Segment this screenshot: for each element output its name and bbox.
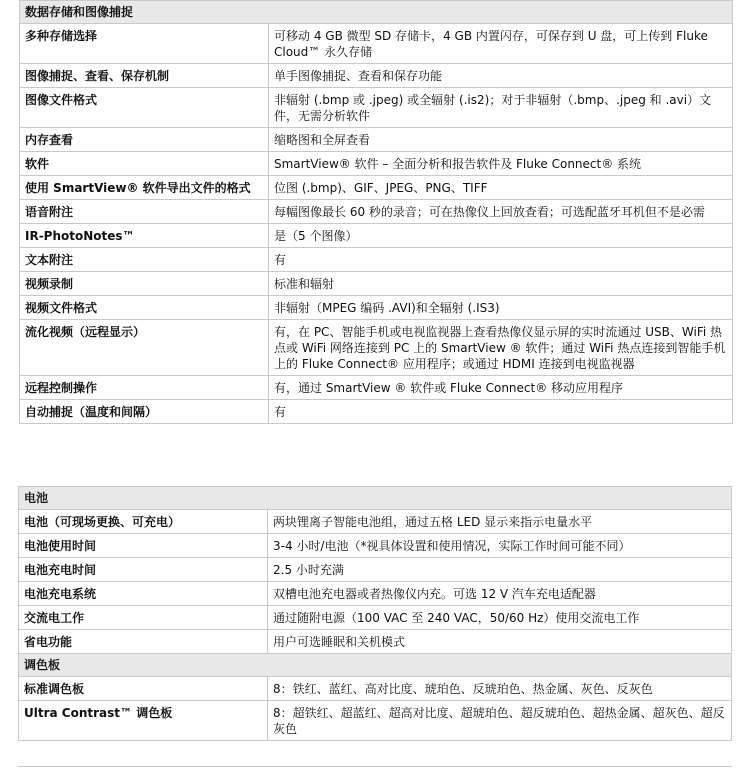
spec-label: 图像文件格式 <box>20 88 269 128</box>
table-row <box>19 558 732 582</box>
section-header-row <box>19 654 732 677</box>
table-row <box>20 272 733 296</box>
spec-value: 有 <box>269 400 733 424</box>
spec-label: Ultra Contrast™ 调色板 <box>19 701 268 741</box>
table-row <box>20 320 733 376</box>
spec-label: 视频文件格式 <box>20 296 269 320</box>
spec-label: 图像捕捉、查看、保存机制 <box>20 64 269 88</box>
spec-label: 电池充电时间 <box>19 558 268 582</box>
spec-label: 多种存储选择 <box>20 24 269 64</box>
spec-value: 有，在 PC、智能手机或电视监视器上查看热像仪显示屏的实时流通过 USB、WiFi 热点或 WiFi 网络连接到 PC 上的 SmartView ® 软件；通过 WiFi 热点连接到智能手机上的 Fluke Connect® 应用程序；或通过 HDMI 连接到电视监视器 <box>269 320 733 376</box>
spec-value: 2.5 小时充满 <box>268 558 732 582</box>
spec-value: 缩略图和全屏查看 <box>269 128 733 152</box>
table-row <box>20 296 733 320</box>
spec-value: 两块锂离子智能电池组，通过五格 LED 显示来指示电量水平 <box>268 510 732 534</box>
table-row <box>20 64 733 88</box>
table-row <box>20 224 733 248</box>
spec-label: 标准调色板 <box>19 677 268 701</box>
spec-value: 是（5 个图像） <box>269 224 733 248</box>
spec-value: 有，通过 SmartView ® 软件或 Fluke Connect® 移动应用程序 <box>269 376 733 400</box>
spec-label: 软件 <box>20 152 269 176</box>
table-row <box>20 152 733 176</box>
spec-label: 使用 SmartView® 软件导出文件的格式 <box>20 176 269 200</box>
section-header-row <box>19 487 732 510</box>
spec-label: 流化视频（远程显示） <box>20 320 269 376</box>
spec-label: 省电功能 <box>19 630 268 654</box>
spec-value: 8：铁红、蓝红、高对比度、琥珀色、反琥珀色、热金属、灰色、反灰色 <box>268 677 732 701</box>
spec-label: 语音附注 <box>20 200 269 224</box>
table-row <box>20 176 733 200</box>
spec-label: 视频录制 <box>20 272 269 296</box>
spec-label: IR-PhotoNotes™ <box>20 224 269 248</box>
table-row <box>19 534 732 558</box>
spec-value: 3-4 小时/电池（*视具体设置和使用情况，实际工作时间可能不同） <box>268 534 732 558</box>
spec-value: 标准和辐射 <box>269 272 733 296</box>
table-row <box>19 701 732 741</box>
spec-value: 位图 (.bmp)、GIF、JPEG、PNG、TIFF <box>269 176 733 200</box>
spec-value: 有 <box>269 248 733 272</box>
spec-label: 电池充电系统 <box>19 582 268 606</box>
data-storage-table <box>19 0 733 424</box>
spec-value: 通过随附电源（100 VAC 至 240 VAC，50/60 Hz）使用交流电工作 <box>268 606 732 630</box>
battery-palette-table <box>18 486 732 741</box>
spec-value: 可移动 4 GB 微型 SD 存储卡，4 GB 内置闪存，可保存到 U 盘，可上传到 Fluke Cloud™ 永久存储 <box>269 24 733 64</box>
table-row <box>19 606 732 630</box>
section-title: 调色板 <box>19 654 732 677</box>
spec-label: 交流电工作 <box>19 606 268 630</box>
section-title: 电池 <box>19 487 732 510</box>
spec-value: 每幅图像最长 60 秒的录音；可在热像仪上回放查看；可选配蓝牙耳机但不是必需 <box>269 200 733 224</box>
table-row <box>19 677 732 701</box>
table-row <box>20 128 733 152</box>
table-row <box>20 200 733 224</box>
divider <box>18 766 732 767</box>
spec-label: 远程控制操作 <box>20 376 269 400</box>
spec-value: 用户可选睡眠和关机模式 <box>268 630 732 654</box>
spec-value: SmartView® 软件 – 全面分析和报告软件及 Fluke Connect® 系统 <box>269 152 733 176</box>
spec-label: 内存查看 <box>20 128 269 152</box>
table-row <box>20 248 733 272</box>
spec-value: 单手图像捕捉、查看和保存功能 <box>269 64 733 88</box>
table-row <box>20 400 733 424</box>
section-header-row <box>20 1 733 24</box>
table-row <box>20 24 733 64</box>
spec-label: 自动捕捉（温度和间隔） <box>20 400 269 424</box>
spec-value: 8：超铁红、超蓝红、超高对比度、超琥珀色、超反琥珀色、超热金属、超灰色、超反灰色 <box>268 701 732 741</box>
table-row <box>19 630 732 654</box>
table-row <box>19 510 732 534</box>
spec-value: 双槽电池充电器或者热像仪内充。可选 12 V 汽车充电适配器 <box>268 582 732 606</box>
table-row <box>19 582 732 606</box>
spec-value: 非辐射 (.bmp 或 .jpeg) 或全辐射 (.is2)；对于非辐射（.bmp、.jpeg 和 .avi）文件，无需分析软件 <box>269 88 733 128</box>
section-title: 数据存储和图像捕捉 <box>20 1 733 24</box>
spec-label: 电池（可现场更换、可充电） <box>19 510 268 534</box>
spec-value: 非辐射（MPEG 编码 .AVI)和全辐射 (.IS3) <box>269 296 733 320</box>
table-row <box>20 376 733 400</box>
spec-label: 文本附注 <box>20 248 269 272</box>
table-row <box>20 88 733 128</box>
spec-label: 电池使用时间 <box>19 534 268 558</box>
